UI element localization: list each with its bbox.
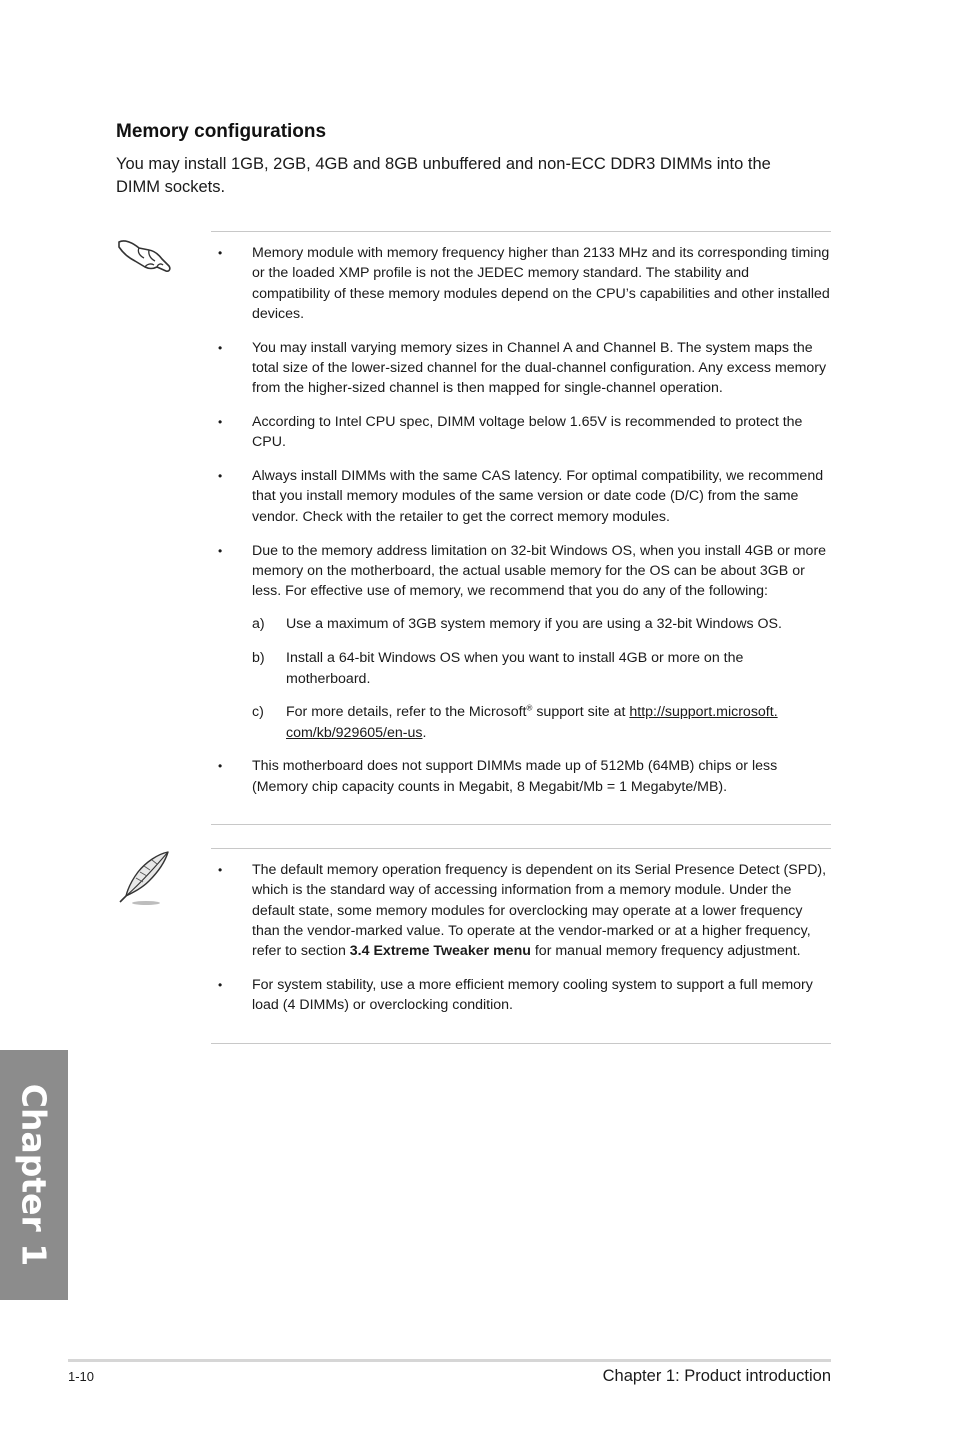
tip-text: for manual memory frequency adjustment. xyxy=(530,943,801,960)
bullet: • xyxy=(218,863,223,877)
sub-list xyxy=(252,614,831,742)
tip-note-box xyxy=(211,848,831,1044)
important-note-box xyxy=(211,231,831,825)
sub-letter: c) xyxy=(252,704,264,721)
note-text: This motherboard does not support DIMMs made up of 512Mb (64MB) chips or less (Memory chip capacity counts in Megabit, 8 Megabit/Mb = 1 Megabyte/MB). xyxy=(252,758,778,795)
list-item xyxy=(211,541,831,743)
chapter-tab-label: Chapter 1 xyxy=(14,1083,54,1267)
link-text: com/kb/929605/en-us xyxy=(286,724,423,741)
intro-paragraph: You may install 1GB, 2GB, 4GB and 8GB unbuffered and non-ECC DDR3 DIMMs into the DIMM sockets. xyxy=(116,155,771,196)
list-item xyxy=(211,338,831,399)
hand-note-icon xyxy=(116,234,174,276)
list-item xyxy=(211,860,831,961)
sub-text: support site at xyxy=(532,704,630,721)
bullet: • xyxy=(218,977,223,992)
list-item xyxy=(211,412,831,453)
list-item xyxy=(211,466,831,527)
sub-letter: b) xyxy=(252,650,265,667)
bullet: • xyxy=(218,340,223,355)
chapter-side-tab xyxy=(0,1050,68,1300)
sub-letter: a) xyxy=(252,616,265,633)
sub-text: Install a 64-bit Windows OS when you want to install 4GB or more on the motherboard. xyxy=(286,650,744,687)
sub-list-item xyxy=(252,702,831,743)
list-item xyxy=(211,756,831,797)
quill-tip-icon xyxy=(114,850,174,906)
note-text: You may install varying memory sizes in Channel A and Channel B. The system maps the total size of the lower-sized channel for the dual-channel configuration. Any excess memory from the higher-sized channel is then mapped for single-channel operation. xyxy=(252,339,827,397)
bullet: • xyxy=(218,469,223,484)
bullet: • xyxy=(218,759,223,774)
footer-divider xyxy=(68,1359,831,1362)
list-item xyxy=(211,975,831,1016)
tip-text: For system stability, use a more efficient memory cooling system to support a full memory load (4 DIMMs) or overclocking condition. xyxy=(252,976,813,1014)
tip-note-list xyxy=(211,849,831,1016)
bullet: • xyxy=(218,415,223,430)
sub-list-item xyxy=(252,648,831,689)
tip-text: The default memory operation frequency is dependent on its Serial Presence Detect (SPD), which is the standard way of accessing information from a memory module. Under the default state, some memory modules for overclocking may operate at a lower frequency than the vendor-marked value. To operate at the vendor-marked or at a higher frequency, refer to section xyxy=(252,862,827,960)
section-title: Memory configurations xyxy=(116,121,327,142)
note-text: According to Intel CPU spec, DIMM voltage below 1.65V is recommended to protect the CPU. xyxy=(252,414,803,451)
note-text: Memory module with memory frequency higher than 2133 MHz and its corresponding timing or the loaded XMP profile is not the JEDEC memory standard. The stability and compatibility of these memory modules depend on the CPU’s capabilities and other installed devices. xyxy=(252,245,830,322)
link-text: http://support.microsoft. xyxy=(629,704,778,721)
sub-list-item xyxy=(252,614,831,634)
section-reference: 3.4 Extreme Tweaker menu xyxy=(349,943,531,960)
note-text: Always install DIMMs with the same CAS latency. For optimal compatibility, we recommend that you install memory modules of the same version or date code (D/C) from the same vendor. Check with the retailer to get the correct memory modules. xyxy=(252,468,824,525)
sub-text: For more details, refer to the Microsoft xyxy=(286,704,527,721)
list-item xyxy=(211,243,831,324)
note-text: Due to the memory address limitation on 32-bit Windows OS, when you install 4GB or more memory on the motherboard, the actual usable memory for the OS can be about 3GB or less. For effective use of memory, we recommend that you do any of the following: xyxy=(252,542,827,600)
important-note-list xyxy=(211,232,831,797)
sub-text: . xyxy=(422,724,427,741)
registered-mark: ® xyxy=(526,703,533,713)
sub-text: Use a maximum of 3GB system memory if you are using a 32-bit Windows OS. xyxy=(286,616,782,633)
page-number: 1-10 xyxy=(68,1369,95,1384)
bullet: • xyxy=(218,543,223,558)
bullet: • xyxy=(218,246,223,260)
footer-chapter-title: Chapter 1: Product introduction xyxy=(602,1367,831,1385)
